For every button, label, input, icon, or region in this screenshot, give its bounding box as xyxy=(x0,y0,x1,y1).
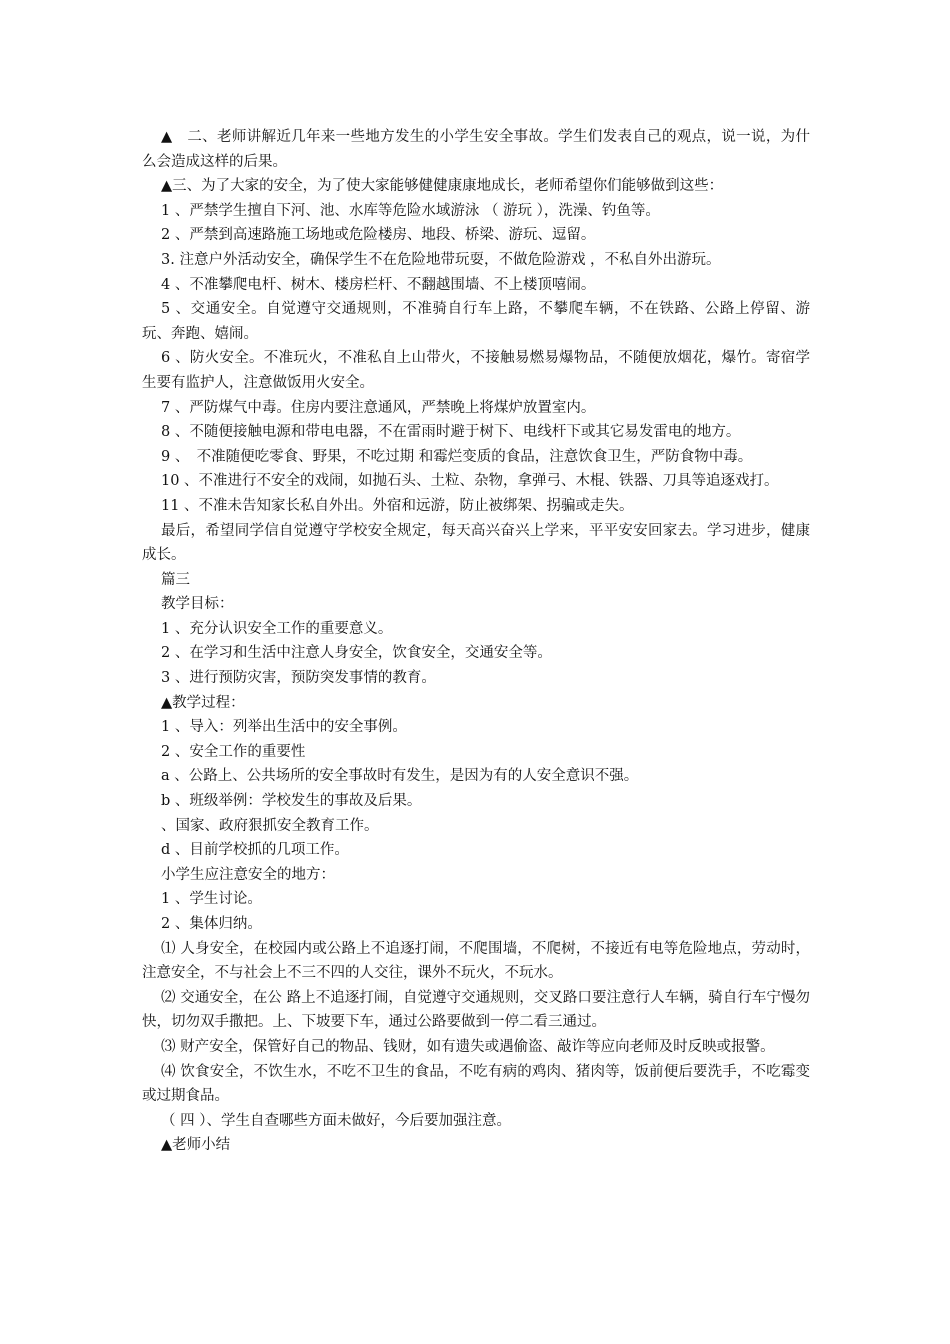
paragraph: 最后，希望同学信自觉遵守学校安全规定，每天高兴奋兴上学来，平平安安回家去。学习进步，健康成长。 xyxy=(142,522,810,564)
paragraph: 2 、严禁到高速路施工场地或危险楼房、地段、桥梁、游玩、逗留。 xyxy=(161,227,596,244)
paragraph: （ 四 ）、学生自查哪些方面未做好，今后要加强注意。 xyxy=(161,1112,511,1129)
paragraph: d 、目前学校抓的几项工作。 xyxy=(161,842,349,859)
paragraph: ⑶ 财产安全，保管好自己的物品、钱财，如有遗失或遇偷盗、敲诈等应向老师及时反映或报警。 xyxy=(161,1038,775,1055)
paragraph: 5 、交通安全。自觉遵守交通规则，不准骑自行车上路，不攀爬车辆，不在铁路、公路上停留、游玩、奔跑、嬉闹。 xyxy=(142,301,810,342)
paragraph: 10 、不准进行不安全的戏闹，如抛石头、土粒、杂物，拿弹弓、木棍、铁器、刀具等追逐戏打。 xyxy=(161,473,779,490)
paragraph: a 、公路上、公共场所的安全事故时有发生，是因为有的人安全意识不强。 xyxy=(161,768,639,785)
paragraph: 2 、在学习和生活中注意人身安全，饮食安全，交通安全等。 xyxy=(161,645,552,662)
paragraph: ▲教学过程： xyxy=(161,694,245,711)
paragraph: 7 、严防煤气中毒。住房内要注意通风，严禁晚上将煤炉放置室内。 xyxy=(161,399,596,416)
paragraph: ▲老师小结 xyxy=(161,1137,231,1154)
paragraph: ⑷ 饮食安全，不饮生水，不吃不卫生的食品，不吃有病的鸡肉、猪肉等，饭前便后要洗手，不吃霉变或过期食品。 xyxy=(142,1063,810,1105)
paragraph: 1 、导入：列举出生活中的安全事例。 xyxy=(161,719,407,736)
paragraph: ▲三、为了大家的安全，为了使大家能够健健康康地成长，老师希望你们能够做到这些： xyxy=(161,178,724,195)
paragraph: 6 、防火安全。不准玩火，不准私自上山带火，不接触易燃易爆物品，不随便放烟花，爆竹。寄宿学生要有监护人，注意做饭用火安全。 xyxy=(142,350,810,391)
paragraph: 1 、严禁学生擅自下河、池、水库等危险水域游泳 （ 游玩 ），洗澡、钓鱼等。 xyxy=(161,202,660,219)
paragraph: 、国家、政府狠抓安全教育工作。 xyxy=(161,817,379,834)
paragraph: 3. 注意户外活动安全，确保学生不在危险地带玩耍，不做危险游戏 ，不私自外出游玩。 xyxy=(161,251,721,268)
paragraph: 3 、进行预防灾害，预防突发事情的教育。 xyxy=(161,670,436,687)
paragraph: ⑴ 人身安全，在校园内或公路上不追逐打闹，不爬围墙，不爬树，不接近有电等危险地点，劳动时，注意安全，不与社会上不三不四的人交往，课外不玩火，不玩水。 xyxy=(142,940,810,982)
paragraph: 11 、不准未告知家长私自外出。外宿和远游，防止被绑架、拐骗或走失。 xyxy=(161,497,634,514)
paragraph: 4 、不准攀爬电杆、树木、楼房栏杆、不翻越围墙、不上楼顶嘻闹。 xyxy=(161,276,596,293)
document-page xyxy=(142,125,810,1158)
paragraph: 教学目标： xyxy=(161,596,234,613)
paragraph: 小学生应注意安全的地方： xyxy=(161,866,335,883)
paragraph: 8 、不随便接触电源和带电电器，不在雷雨时避于树下、电线杆下或其它易发雷电的地方。 xyxy=(161,424,741,441)
paragraph: 1 、学生讨论。 xyxy=(161,891,262,908)
paragraph: 2 、安全工作的重要性 xyxy=(161,743,306,760)
paragraph: 2 、集体归纳。 xyxy=(161,916,262,932)
paragraph: b 、班级举例：学校发生的事故及后果。 xyxy=(161,793,422,810)
section-heading: 篇三 xyxy=(161,571,190,588)
paragraph: 9 、 不准随便吃零食、野果，不吃过期 和霉烂变质的食品，注意饮食卫生，严防食物中毒。 xyxy=(161,448,753,465)
paragraph: ▲ 二、老师讲解近几年来一些地方发生的小学生安全事故。学生们发表自己的观点，说一说，为什么会造成这样的后果。 xyxy=(142,129,810,170)
paragraph: 1 、充分认识安全工作的重要意义。 xyxy=(161,620,393,637)
paragraph: ⑵ 交通安全，在公 路上不追逐打闹，自觉遵守交通规则，交叉路口要注意行人车辆，骑自行车宁慢勿快，切勿双手撒把。上、下坡要下车，通过公路要做到一停二看三通过。 xyxy=(142,989,810,1031)
